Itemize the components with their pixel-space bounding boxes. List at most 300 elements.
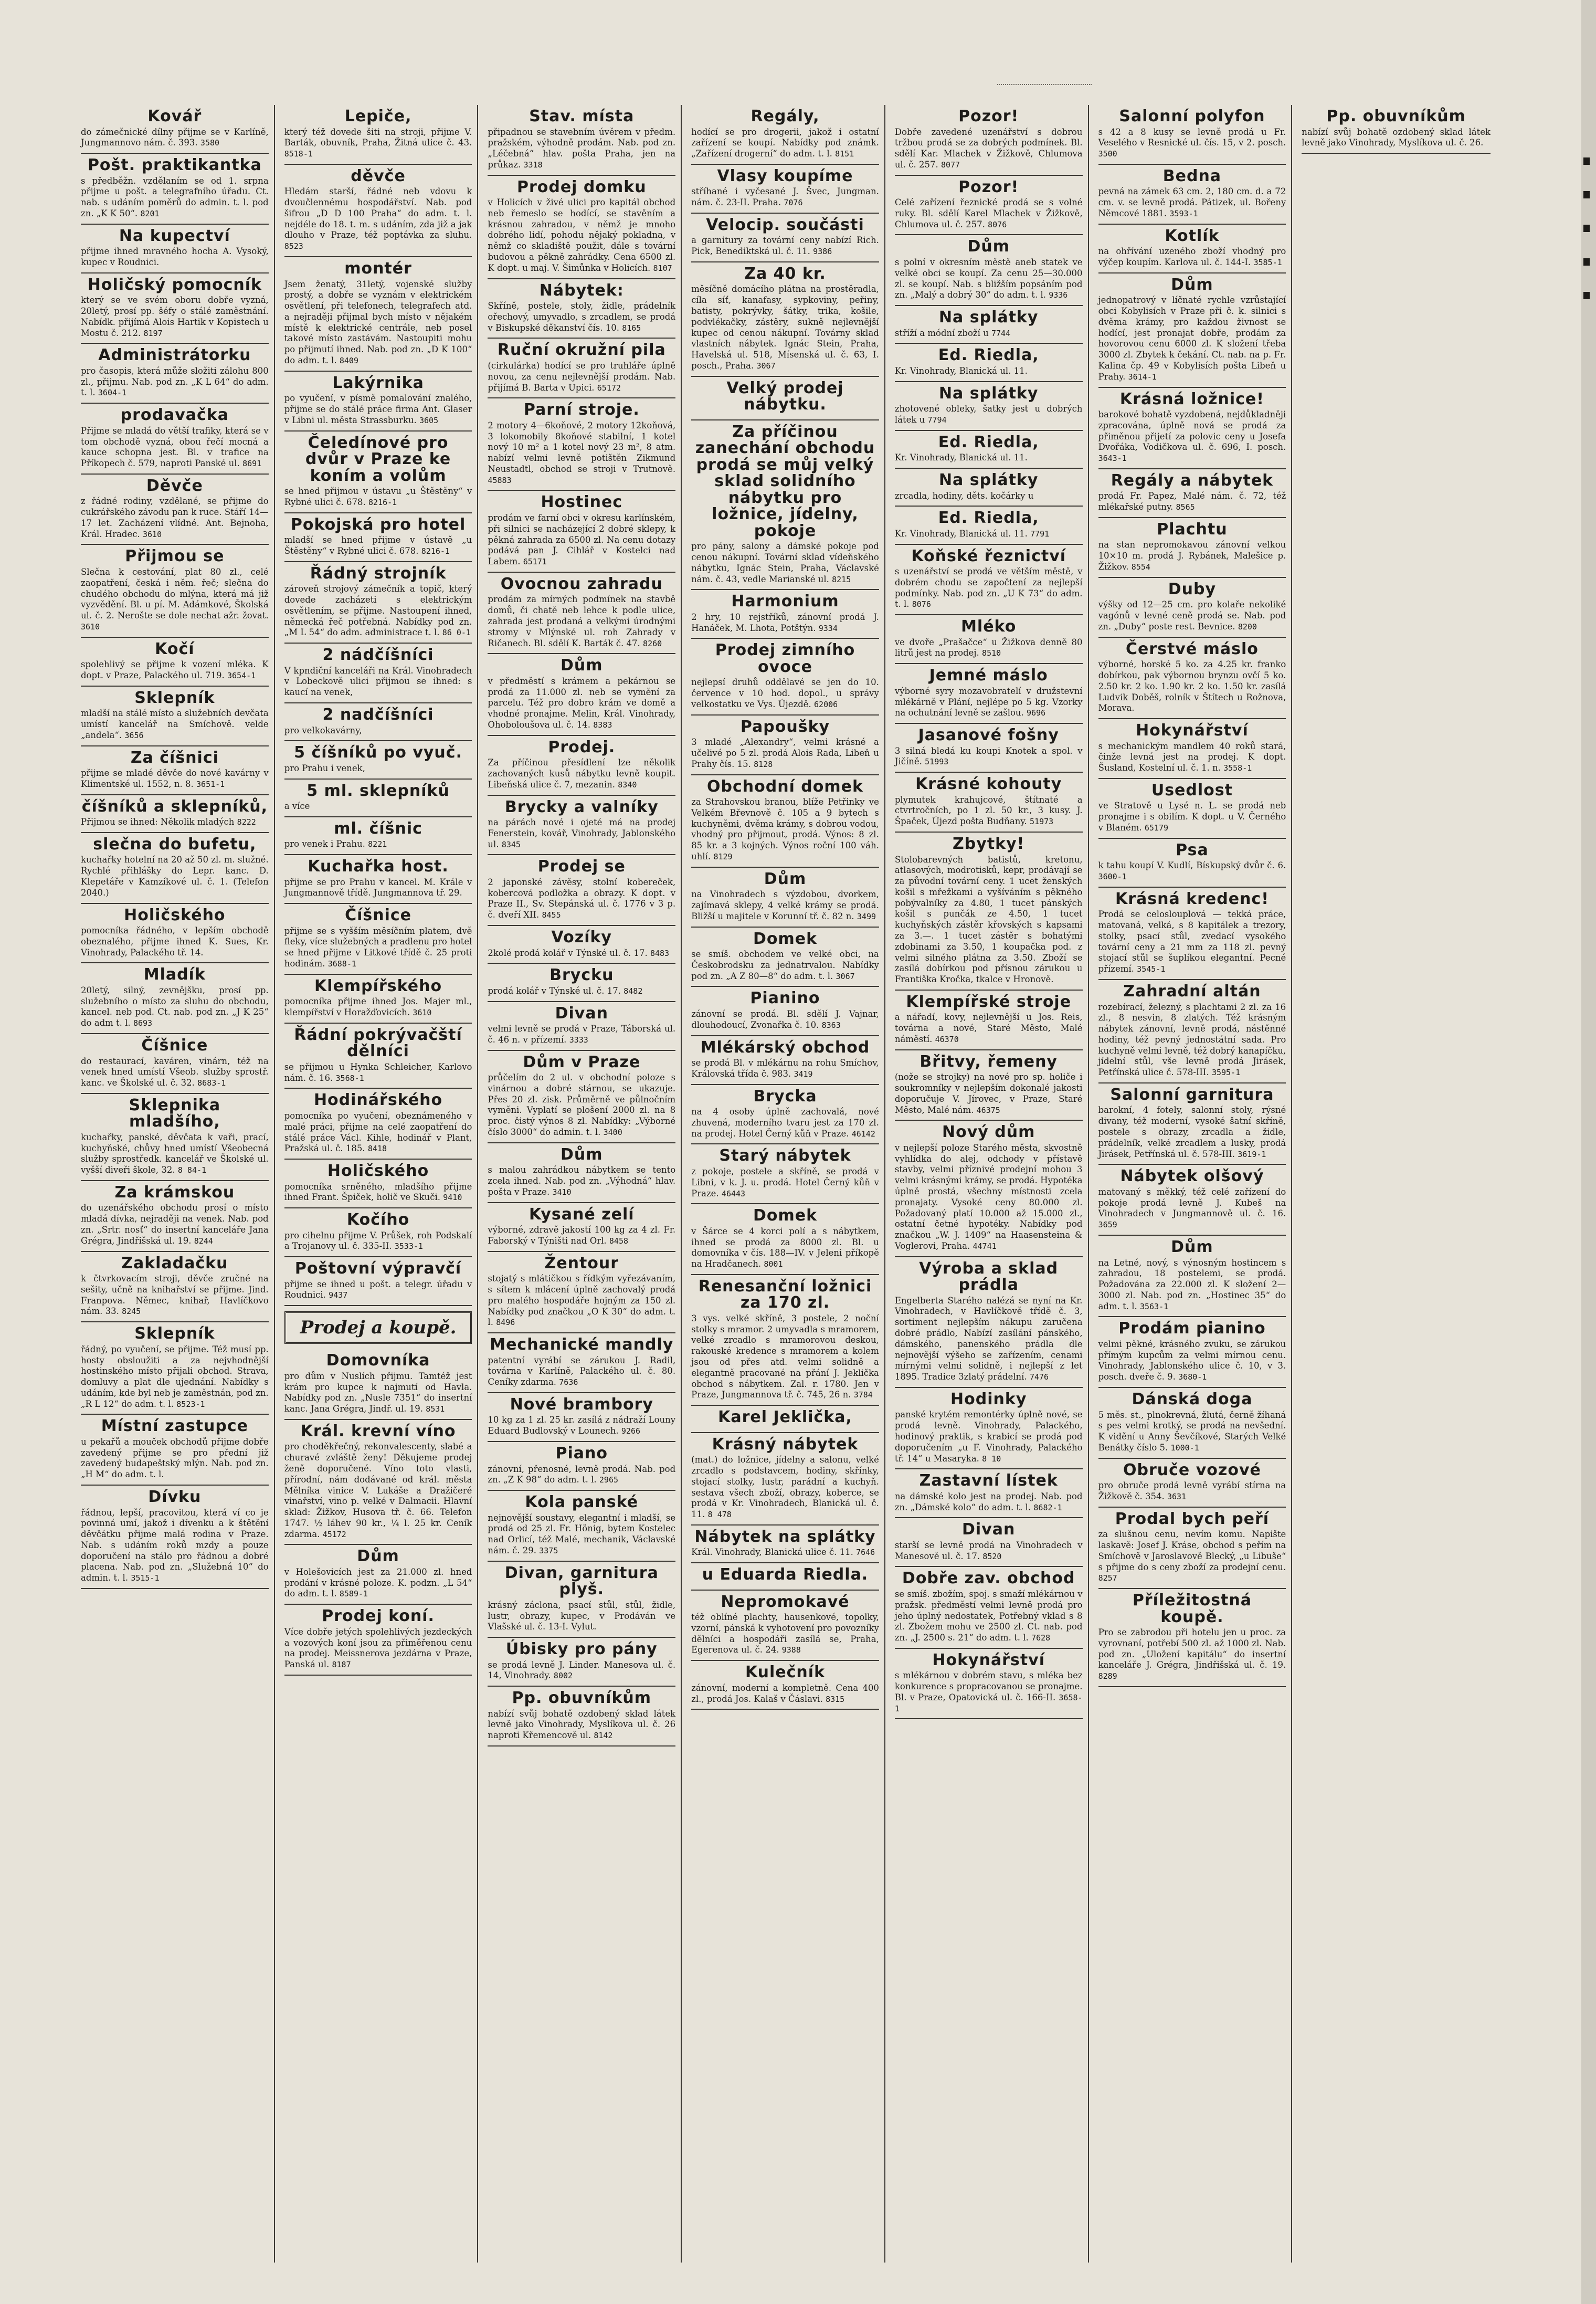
classified-ad [81, 404, 269, 475]
ad-body [81, 295, 269, 339]
ad-heading: 2 nadčíšníci [322, 706, 434, 724]
classified-ad [488, 105, 675, 176]
ad-text: připadnou se stavebním úvěrem v předm. pražském, výhodně prodám. Nab. pod zn. „Léčebná“ hlav. pošta Praha, jen na průkaz. [488, 127, 676, 170]
ad-body [895, 453, 1083, 464]
ad-body [1098, 186, 1286, 219]
ad-heading: Krásná kredenc! [1115, 889, 1269, 908]
ad-body [488, 1600, 675, 1633]
ad-text: 2 hry, 10 rejstříků, zánovní prodá J. Hanáček, M. Lhota, Potštýn. [691, 612, 879, 633]
classified-ad [81, 344, 269, 404]
ad-number: 44741 [973, 1241, 997, 1251]
ad-text: na Vinohradech s výzdobou, dvorkem, zajímavá sklepy, 4 velké krámy se prodá. Bližší u majitele v Korunní tř. č. 82 n. [691, 889, 879, 921]
classified-ad [1098, 273, 1286, 388]
ad-heading: Papoušky [740, 717, 830, 736]
classified-ad [284, 741, 472, 779]
ad-heading: Kola panské [525, 1493, 639, 1512]
ad-heading: Lepiče, [344, 107, 412, 125]
ad-text: mladší se hned přijme v ústavě „u Štěstěny“ v Rybné ulici č. 678. [284, 535, 472, 556]
ad-text: se prodá levně J. Linder. Manesova ul. č. 14, Vinohrady. [488, 1659, 676, 1681]
ad-text: rozebírací, železný, s plachtami 2 zl. za 16 zl., 8 nesvin, 8 zlatých. Též krásným nábytek zánovní, levně prodá, nástěnné hodiny, též pevný jednostátní sada. Pro kuchyně velmi levně, též dobrý kanapíčku, jídelní stůl, vše levně prodá Jirásek, Petřínská ulice č. 578-III. [1098, 1002, 1286, 1078]
ad-heading: Psa [1176, 840, 1209, 859]
ad-heading: Pokojská pro hotel [290, 515, 466, 534]
ad-heading: Dům [764, 869, 807, 888]
classified-ad [895, 1469, 1083, 1518]
ad-body [81, 768, 269, 790]
classified-ad [284, 165, 472, 257]
ad-number: 3595-1 [1211, 1068, 1241, 1078]
ad-text: Jsem ženatý, 31letý, vojenské služby prostý, a dobře se vyznám v elektrickém osvětlení, při telefonech, telegrafech atd. a nejraději přijmal bych místo v nějakém místě k elektrické centrále, neb posel takové místo zastávám. Nastoupiti mohu po přijmutí ihned. Nab. pod zn. „D K 100“ do adm. t. l. [284, 279, 472, 365]
ad-text: přijme se s vyšším měsíčním platem, dvě fleky, více služebných a pradlenu pro hotel se hned přijme v Litkové třídě č. 25 proti hodinám. [284, 925, 472, 969]
classified-ad [488, 1252, 675, 1333]
ad-text: Kr. Vinohrady, Blanická ul. 11. [894, 528, 1028, 539]
ad-heading: Na splátky [938, 308, 1039, 327]
ad-heading: Za krámskou [114, 1183, 235, 1202]
ad-body [895, 1296, 1083, 1383]
ad-heading: u Eduarda Riedla. [702, 1565, 869, 1584]
ad-heading: Dům [561, 656, 603, 675]
ad-number: 8216-1 [421, 546, 450, 556]
classified-ad [488, 926, 675, 964]
classified-ad [284, 975, 472, 1024]
ad-heading: Domovníka [326, 1351, 430, 1370]
ad-text: na Letné, nový, s výnosným hostincem s zahradou, 18 postelemi, se prodá. Požadována za 22.000 zl. K složení 2—3000 zl. Nab. pod zn. „Hostinec 35“ do adm. t. l. [1098, 1257, 1286, 1311]
ad-text: prodám za mírných podmínek na stavbě domů, či chatě neb lehce k podle ulice, zahrada jest prodaná a velkými úrodnými stromy v Mlýnské ul. roh Zahrady v Ričanech. Bl. sdělí K. Barták č. 47. [488, 594, 676, 648]
ad-body [1098, 1002, 1286, 1078]
ad-number: 3659 [1098, 1220, 1117, 1230]
classified-ad [895, 724, 1083, 773]
classified-ad [691, 775, 879, 868]
ad-body [488, 1225, 675, 1247]
ad-heading: Pianino [750, 989, 820, 1008]
ad-number: 3631 [1167, 1491, 1187, 1501]
ad-text: patentní vyrábí se zárukou J. Radil, továrna v Karlíně, Palackého ul. č. 80. Ceníky zdarma. [488, 1355, 676, 1387]
ad-heading: slečna do bufetu, [93, 835, 257, 854]
ad-body [488, 594, 675, 649]
ad-text: nabízí svůj bohatě ozdobený sklad látek levně jako Vinohrady, Myslíkova ul. č. 26 naproti Křemencově ul. [488, 1708, 676, 1741]
classified-ad [81, 1034, 269, 1094]
ad-body [284, 1627, 472, 1670]
ad-heading: Plachtu [1157, 520, 1228, 539]
ad-body [488, 817, 675, 850]
classified-ad [284, 1257, 472, 1306]
ad-heading: Děvče [146, 476, 203, 495]
ad-heading: Hostinec [541, 493, 623, 512]
ad-number: 8518-1 [284, 149, 313, 159]
ad-heading: Brycka [753, 1087, 817, 1106]
ad-heading: Brycky a valníky [504, 797, 659, 816]
classified-ad [488, 1638, 675, 1687]
classified-ad [284, 855, 472, 904]
ad-body [691, 1107, 879, 1139]
ad-column [1299, 105, 1496, 2263]
ad-number: 8340 [618, 780, 637, 790]
ad-heading: Nepromokavé [721, 1592, 850, 1611]
ad-heading: Za příčinou zanechání obchodu prodá se můj velký sklad solidního nábytku pro ložnice, jídelny, pokoje [695, 422, 875, 540]
ad-number: 3333 [569, 1035, 588, 1045]
classified-ad [1098, 578, 1286, 638]
ad-number: 8151 [835, 149, 854, 159]
ad-text: starší se levně prodá na Vinohradech v Manesově ul. č. 17. [894, 1540, 1083, 1561]
ad-body [488, 197, 675, 273]
ad-number: 9386 [813, 247, 832, 257]
ad-body [81, 246, 269, 268]
ad-text: stříží a módní zboží u [894, 328, 989, 338]
ad-heading: Administrátorku [98, 346, 251, 365]
ad-number: 8531 [426, 1404, 445, 1414]
classified-ad [1098, 719, 1286, 779]
classified-ad [81, 1415, 269, 1486]
ad-body [488, 1513, 675, 1556]
ad-body [895, 1409, 1083, 1464]
ad-number: 8691 [242, 459, 262, 469]
ad-body [895, 491, 1083, 502]
classified-ad [691, 262, 879, 377]
ad-body [284, 839, 472, 850]
ad-text: nejnovější soustavy, elegantní i mladší, se prodá od 25 zl. Fr. Hönig, bytem Kostelec nad Orlicí, též Malé, mechanik, Václavské nám. č. 29. [488, 1512, 676, 1555]
ad-text: pomocníka po vyučení, obeznámeného v malé práci, přijme na celé zaopatření do stálé práce Václ. Kihle, hodinář v Plant, Pražská ul. č. 185. [284, 1110, 472, 1154]
ad-text: též oblíné plachty, hausenkové, topolky, vzorní, pánská k vyhotovení pro povozníky dělníci a hospodáři zasílá se, Praha, Egerenova ul. č. 24. [691, 1612, 879, 1655]
ad-body [81, 1344, 269, 1410]
ad-heading: Dům [1171, 275, 1213, 294]
ad-body [284, 1279, 472, 1301]
ad-body [691, 737, 879, 770]
classified-ad [488, 491, 675, 572]
ad-number: 7646 [856, 1548, 875, 1558]
ad-heading: Obchodní domek [707, 777, 863, 796]
ad-body [895, 197, 1083, 230]
classified-ad [1098, 1165, 1286, 1236]
ad-number: 7628 [1031, 1633, 1051, 1643]
ad-heading: ml. číšnic [334, 819, 422, 838]
ad-heading: Prodej domku [516, 177, 647, 196]
ad-heading: Za 40 kr. [744, 264, 826, 283]
ad-heading: 5 číšníků po vyuč. [294, 743, 462, 762]
ad-text: Přijme se mladá do větší trafiky, která se v tom obchodě vyzná, obou řečí mocná a kauce schopna jest. Bl. v trafice na Příkopech č. 579, naproti Panské ul. [81, 425, 269, 469]
classified-ad [895, 1050, 1083, 1121]
ad-text: pevná na zámek 63 cm. 2, 180 cm. d. a 72 cm. v. se levně prodá. Pátizek, ul. Bořeny Němcové 1881. [1098, 186, 1286, 218]
ad-text: pro dům v Nuslích přijmu. Tamtéž jest krám pro kupce k najmutí od Havla. Nabídky pod zn. „Nusle 7351“ do insertní kanc. Jana Grégra, Jindř. ul. 19. [284, 1371, 472, 1414]
classified-ad [895, 1121, 1083, 1257]
ad-heading: Zastavní lístek [919, 1471, 1058, 1490]
ad-text: 3 silná bledá ku koupi Knotek a spol. v Jičíně. [894, 745, 1083, 767]
ad-body [284, 279, 472, 366]
ad-text: zhotovené obleky, šatky jest u dobrých látek u [894, 404, 1083, 425]
ad-heading: Dobře zav. obchod [902, 1569, 1075, 1588]
classified-ad [1098, 388, 1286, 469]
ad-text: pro choděkřečný, rekonvalescenty, slabé a churavé zvláště ženy! Děkujeme prodej ženě doporučené. Víno toto vlasti, přírodní, nám dodávané od král. města Mělníka vinice V. Lukáše a Dražičeré vinařství, vino p. velké v Dalmacii. Hlavní sklad: Žižkov, Husova tř. č. 66. Telefon 1747. ½ láhev 90 kr., ¼ l. 25 kr. Ceník zdarma. [284, 1442, 472, 1539]
ad-heading: Dům [357, 1547, 399, 1566]
ad-heading: Obruče vozové [1123, 1460, 1261, 1479]
ad-body [895, 328, 1083, 339]
ad-body [81, 659, 269, 681]
ad-body [81, 567, 269, 633]
ad-text: stojatý s mlátičkou s řídkým vyřezávaním, s sítem k mlácení úplně zachovalý prodá pro malého hospodáře hojným za 150 zl. Nabídky pod značkou „O K 30“ do adm. t. l. [488, 1274, 676, 1328]
ad-text: z pokoje, postele a skříně, se prodá v Libni, v k. J. u. prodá. Hotel Černý kůň v Praze. [691, 1166, 879, 1198]
ad-heading: Lakýrnika [332, 373, 424, 392]
ad-heading: Klempířského [314, 976, 442, 995]
classified-ad [488, 736, 675, 796]
classified-ad [284, 257, 472, 372]
ad-text: 20letý, silný, zevnějšku, prosí pp. služebního o místo za sluhu do obchodu, kancel. neb pod. Ct. nab. pod zn. „J K 25“ do adm t. l. [81, 985, 269, 1028]
ad-number: 7791 [1030, 529, 1050, 539]
ad-number: 8222 [237, 817, 256, 827]
ad-number: 3558-1 [1223, 763, 1252, 773]
ad-text: pro obruče prodá levně vyrábí stírna na Žižkově č. 354. [1098, 1480, 1286, 1501]
classified-ad [691, 214, 879, 262]
ad-heading: Koňské řeznictví [911, 546, 1066, 565]
ad-body [1098, 801, 1286, 833]
ad-number: 3568-1 [335, 1073, 364, 1083]
ad-heading: Usedlost [1151, 781, 1233, 799]
ad-body [284, 666, 472, 698]
ad-heading: Mechanické mandly [490, 1335, 674, 1354]
classified-ad [895, 773, 1083, 833]
ad-body [691, 889, 879, 922]
ad-text: po vyučení, v písmě pomalování znalého, přijme se do stálé práce firma Ant. Glaser v Libni ul. města Strassburku. [284, 393, 472, 425]
ad-text: plymutek krahujcové, štítnaté a ctvrtročních, po 1 zl. 50 kr., 3 kusy. J. Špaček, Újezd pošta Budňany. [894, 794, 1083, 827]
ad-text: přijme se mladé děvče do nové kavárny v Klimentské ul. 1552, n. 8. [81, 768, 269, 789]
ad-heading: Na splátky [938, 471, 1039, 489]
classified-ad [691, 420, 879, 591]
ad-body [488, 420, 675, 486]
classified-ad [488, 796, 675, 856]
ad-heading: Kuchařka host. [308, 857, 449, 876]
classified-ad [1098, 1236, 1286, 1317]
ad-text: v Holicích v živé ulici pro kapitál obchod neb řemeslo se hodící, se stavěním a krásnou zahradou, v němž je mnoho dobrého lidí, pohodu nějaký pokladna, v němž co skladiště použit, dále s tovární budovou a pěkně zahrádky. Cena 6500 zl. K dopt. u maj. V. Šimůnka v Holicích. [488, 197, 676, 273]
ad-number: 9336 [1049, 290, 1068, 300]
ad-body [488, 361, 675, 393]
classified-ad [1302, 105, 1491, 154]
ad-body [1098, 1627, 1286, 1682]
ad-number: 8363 [821, 1020, 841, 1030]
classified-ad [81, 746, 269, 795]
ad-body [284, 1111, 472, 1154]
ad-text: do restaurací, kaváren, vinárn, též na venek hned umístí Všeob. služby sprostř. kanc. ve Školské ul. č. 32. [81, 1056, 269, 1088]
ad-body [1098, 909, 1286, 975]
classified-ad [284, 432, 472, 513]
classified-ad [81, 154, 269, 225]
ad-heading: Kočího [346, 1211, 410, 1229]
classified-ad [81, 963, 269, 1034]
ad-body [895, 795, 1083, 827]
ad-number: 8200 [1238, 622, 1257, 632]
ad-text: na ohřívání uzeného zboží vhodný pro výčep koupím. Karlova ul. č. 144-I. [1098, 246, 1286, 267]
ad-number: 3318 [523, 160, 543, 170]
ad-text: 3 mladé „Alexandry“, velmi krásné a učelivé po 5 zl. prodá Alois Rada, Libeň u Prahy čís. 15. [691, 737, 879, 769]
ad-heading: Regály a nábytek [1111, 471, 1274, 490]
ad-heading: Prodej koní. [322, 1607, 435, 1626]
ad-text: velmi levně se prodá v Praze, Táborská ul. č. 46 n. v přízemí. [488, 1024, 676, 1045]
ad-body [691, 1009, 879, 1031]
ad-number: 7794 [927, 415, 947, 425]
ad-number: 3784 [853, 1390, 873, 1400]
ad-number: 8 10 [982, 1454, 1001, 1464]
ad-text: řádnou, lepší, pracovitou, která ví co je povinná umí, jakož i dívenku a k štětění děvčátku přijme malá rodina v Praze. Nab. s udáním roků mzdy a pouze doporučení na stálo pro řádnou a dobré placena. Nab. pod zn. „Služebná 10“ do admin. t. l. [81, 1507, 269, 1583]
ad-body [1098, 659, 1286, 714]
classified-ad [1098, 165, 1286, 225]
ad-text: na 4 osoby úplně zachovalá, nové zhuvená, moderního tvaru jest za 170 zl. na prodej. Hotel Černý kůň v Praze. [691, 1107, 879, 1139]
classified-ad [1098, 888, 1286, 980]
classified-ad [284, 780, 472, 817]
ad-text: Celé zařízení řeznické prodá se s volné ruky. Bl. sdělí Karel Mlachek v Žižkově, Chlumova ul. č. 257. [894, 197, 1083, 229]
classified-ad [488, 279, 675, 339]
ad-text: Více dobře jetých spolehlivých jezdeckých a vozových koní jsou za přiměřenou cenu na prodej. Meissnerova jezdárna v Praze, Panská ul. [284, 1626, 472, 1670]
classified-ad [284, 1545, 472, 1605]
ad-text: v Holešovicích jest za 21.000 zl. hned prodání v krásné poloze. K. podzn. „L 54“ do adm. t. l. [284, 1566, 472, 1599]
ad-heading: Prodej. [548, 738, 616, 756]
ad-text: 2 japonské závěsy, stolní kobereček, kobercová podložka a obrazy. K dopt. v Praze II., Sv. Stepánská ul. č. 1776 v 3 p. č. dveří XII. [488, 877, 676, 920]
classified-ad [1098, 105, 1286, 165]
ad-body [691, 541, 879, 585]
ad-body [691, 949, 879, 982]
ad-text: se smíš. zbožím, spoj. s smaží mlékárnou v pražsk. předměstí velmi levně prodá pro jeho úplný nedostatek, Potřebný vklad s 8 zl. Zbožem mohu ve 2500 zl. Ct. nab. pod zn. „J. 2500 s. 21“ do adm. t. l. [894, 1588, 1083, 1643]
ad-body [488, 676, 675, 731]
ad-number: 9388 [781, 1645, 801, 1655]
ad-heading: Ruční okružní pila [497, 341, 666, 360]
ad-number: 8260 [643, 638, 662, 648]
classified-ad [895, 176, 1083, 236]
ad-text: pro pány, salony a dámské pokoje pod cenou nákupní. Tovární sklad vídeňského nábytku, Ignác Stein, Praha, Václavské nám. č. 43, vedle Marianské ul. [691, 541, 879, 584]
classified-ad [691, 639, 879, 715]
ad-heading: Pozor! [958, 107, 1019, 125]
ad-body [81, 426, 269, 469]
ad-heading: Vozíky [551, 928, 612, 946]
ad-body [1098, 491, 1286, 513]
classified-ad [81, 225, 269, 273]
ad-text: se prodá Bl. v mlékárnu na rohu Smíchov, Královská třída č. 983. [691, 1058, 879, 1079]
ad-text: za slušnou cenu, nevím komu. Napište laskavě: Josef J. Kráse, obchod s peřím na Smíchově v Jaroslavově Blecký, „u Libuše“ s přijme do s ceny zboží za prodejní cenu. [1098, 1529, 1286, 1572]
ad-text: panské krytém remontérky úplně nové, se prodá levně. Vinohrady, Palackého, hodinový praktik, s krabicí se prodá pod doporučením „u F. Vinohrady, Palackého tř. 14“ u Masaryka. [894, 1409, 1083, 1464]
ad-text: výšky od 12—25 cm. pro kolaře nekoliké vagónů v levné ceně prodá se. Nab. pod zn. „Duby“ poste rest. Bevnice. [1098, 599, 1286, 632]
classified-ad [284, 817, 472, 855]
ad-number: 51973 [1030, 817, 1054, 827]
ad-body [284, 1442, 472, 1540]
ad-number: 8257 [1098, 1573, 1117, 1583]
ad-heading: Parní stroje. [523, 401, 640, 419]
ad-heading: Divan [555, 1004, 608, 1023]
ad-number: 3585-1 [1253, 257, 1282, 267]
ad-heading: Dům [561, 1145, 603, 1164]
classified-ad [691, 1563, 879, 1591]
ad-text: ve dvoře „Prašačce“ u Žižkova denně 80 litrů jest na prodej. [894, 637, 1083, 658]
ad-body [691, 612, 879, 634]
ad-heading: Holičského [327, 1162, 429, 1181]
ad-heading: Salonní garnitura [1110, 1085, 1274, 1104]
ad-text: Stolobarevných batistů, kretonu, atlasových, modrotisků, kepr, prodávají se za původní tovární ceny. 1 ucet ženských košil s mřežkami a vyšíváním s pěkného pobývalníky za 4.80, 1 tucet pánských košil s punčák ze 4.50, 1 tucet kuchyňských zástěr křovských s kapsami za 3.—. 1 tucet zástěr s bohatými zdobinami za 3.50, 1 koupačka pod. z velmi silného plátna za 3.50. Zboží se zasílá dobírkou pod přísnou zárukou u Františka Kročka, tkalce v Hronově. [894, 854, 1083, 985]
ad-text: se přijmou u Hynka Schleicher, Karlovo nám. č. 16. [284, 1061, 472, 1083]
classified-ad [895, 664, 1083, 724]
ad-number: 9266 [621, 1426, 641, 1436]
ad-body [895, 1143, 1083, 1252]
ad-number: 3643-1 [1098, 454, 1127, 464]
classified-ad [895, 469, 1083, 507]
ad-text: v Šárce se 4 korci polí a s nábytkem, ihned se prodá za 8000 zl. Bl. u domovníka v čís. 188—IV. v Jeleni příkopě na Hradčanech. [691, 1226, 879, 1269]
ad-heading: Mlékárský obchod [700, 1038, 870, 1057]
ad-number: 8221 [368, 839, 387, 849]
ad-heading: Zakladačku [121, 1254, 228, 1272]
ad-text: (mat.) do ložnice, jídelny a salonu, velké zrcadlo s podstavcem, hodiny, skřínky, stojací stolky, lustr, parádní a kuchyň. sestava všech zboží, obrazy, koberce, se prodá v Kr. Vinohradech, Blanická ul. č. 11. [691, 1455, 879, 1520]
ad-text: zánovní, přenosné, levně prodá. Nab. pod zn. „Z K 98“ do adm. t. l. [488, 1464, 676, 1485]
ad-heading: Dům v Praze [523, 1053, 641, 1071]
classified-ad [488, 1051, 675, 1143]
ad-text: 2kolé prodá kolář v Týnské ul. č. 17. [488, 948, 648, 958]
ad-body [284, 763, 472, 774]
ad-text: stříhané i vyčesané J. Švec, Jungman. nám. č. 23-II. Praha. [691, 186, 879, 208]
ad-text: Přijmou se ihned: Několik mladých [81, 817, 235, 827]
ad-body [895, 1072, 1083, 1116]
classified-ad [895, 382, 1083, 431]
ad-text: krásný záclona, psací stůl, stůl, židle, lustr, obrazy, kupec, v Prodáván ve Vlašské ul. č. 13-I. Vylut. [488, 1600, 676, 1632]
ad-body [488, 1355, 675, 1388]
ad-body [284, 1230, 472, 1253]
ad-body [488, 1464, 675, 1486]
ad-text: s 42 a 8 kusy se levně prodá u Fr. Veselého v Resnické ul. čís. 15, v 2. posch. [1098, 127, 1286, 148]
ad-body [691, 1547, 879, 1558]
ad-number: 3499 [857, 911, 876, 921]
ad-body [284, 1182, 472, 1204]
ad-heading: Číšnice [141, 1036, 208, 1055]
ad-body [895, 529, 1083, 540]
ad-heading: Zahradní altán [1123, 982, 1261, 1001]
ad-number: 3545-1 [1137, 964, 1166, 974]
ad-number: 8458 [609, 1236, 629, 1246]
ad-text: Král. Vinohrady, Blanická ulice č. 11. [691, 1547, 853, 1558]
ad-heading: Kočí [155, 639, 195, 658]
ad-text: v předměstí s krámem a pekárnou se prodá za 11.000 zl. neb se vymění za parcelu. Též pro dobro krám ve domě a vhodné pronajme. Melin, Král. Vinohrady, Ohoboloušova ul. č. 14. [488, 676, 676, 730]
ad-text: k tahu koupí V. Kudlí, Bískupský dvůr č. 6. [1098, 860, 1286, 871]
ad-text: zároveň strojový zámečník a topič, který dovede zacházeti s elektrickým osvětlením, se přijme. Nastoupení ihned, německá řeč potřebná. Nabídky pod zn. „M L 54“ do adm. administrace t. l. [284, 584, 472, 638]
classified-ad [1098, 225, 1286, 273]
ad-text: s mlékárnou v dobrém stavu, s mléka bez konkurence s propracovanou se pronajme. Bl. v Praze, Opatovická ul. č. 166-II. [894, 1670, 1083, 1702]
ad-body [691, 1166, 879, 1199]
classified-ad [81, 273, 269, 344]
ad-number: 3067 [836, 971, 855, 981]
ad-number: 46443 [721, 1188, 746, 1198]
ad-body [691, 677, 879, 710]
ad-number: 45883 [488, 475, 512, 485]
ad-number: 8289 [1098, 1671, 1117, 1681]
ad-body [284, 801, 472, 812]
ad-heading: Za číšnici [130, 748, 219, 767]
ad-text: a nářadí, kovy, nejlevnější u Jos. Reis, továrna a nové, Staré Město, Malé náměstí. [894, 1012, 1083, 1044]
ad-heading: Žentour [544, 1254, 619, 1272]
ad-heading: Divan, garnitura plyš. [504, 1563, 659, 1599]
ad-body [895, 1589, 1083, 1644]
ad-text: hodící se pro drogerii, jakož i ostatní zařízení se koupí. Nabídky pod známk. „Zařízení drogerní“ do adm. t. l. [691, 127, 879, 159]
ad-text: u pekařů a mouček obchodů přijme dobře zavedený přijme se pro přední již zavedený budapeštský mlýn. Nab. pod zn. „H M“ do adm. t. l. [81, 1436, 269, 1480]
classified-ad [284, 105, 472, 165]
ad-body [895, 1670, 1083, 1714]
ad-text: zrcadla, hodiny, děts. kočárky u [894, 490, 1034, 501]
ad-body [1098, 246, 1286, 268]
ad-heading: Poštovní výpravčí [294, 1259, 462, 1278]
ad-body [488, 1274, 675, 1328]
classified-ad [1098, 839, 1286, 888]
classified-ad [691, 987, 879, 1036]
classified-ad [284, 513, 472, 562]
classified-ad [691, 105, 879, 165]
ad-heading: Nové brambory [510, 1395, 653, 1414]
ad-number: 8245 [122, 1307, 141, 1317]
ad-number: 8683-1 [197, 1078, 226, 1088]
ad-number: 3419 [794, 1069, 813, 1079]
ad-body [81, 855, 269, 898]
classified-ad [81, 1322, 269, 1415]
classified-ad [284, 1089, 472, 1160]
ad-number: 8201 [140, 208, 160, 218]
classified-ad [691, 377, 879, 420]
classified-ad [1098, 1459, 1286, 1508]
